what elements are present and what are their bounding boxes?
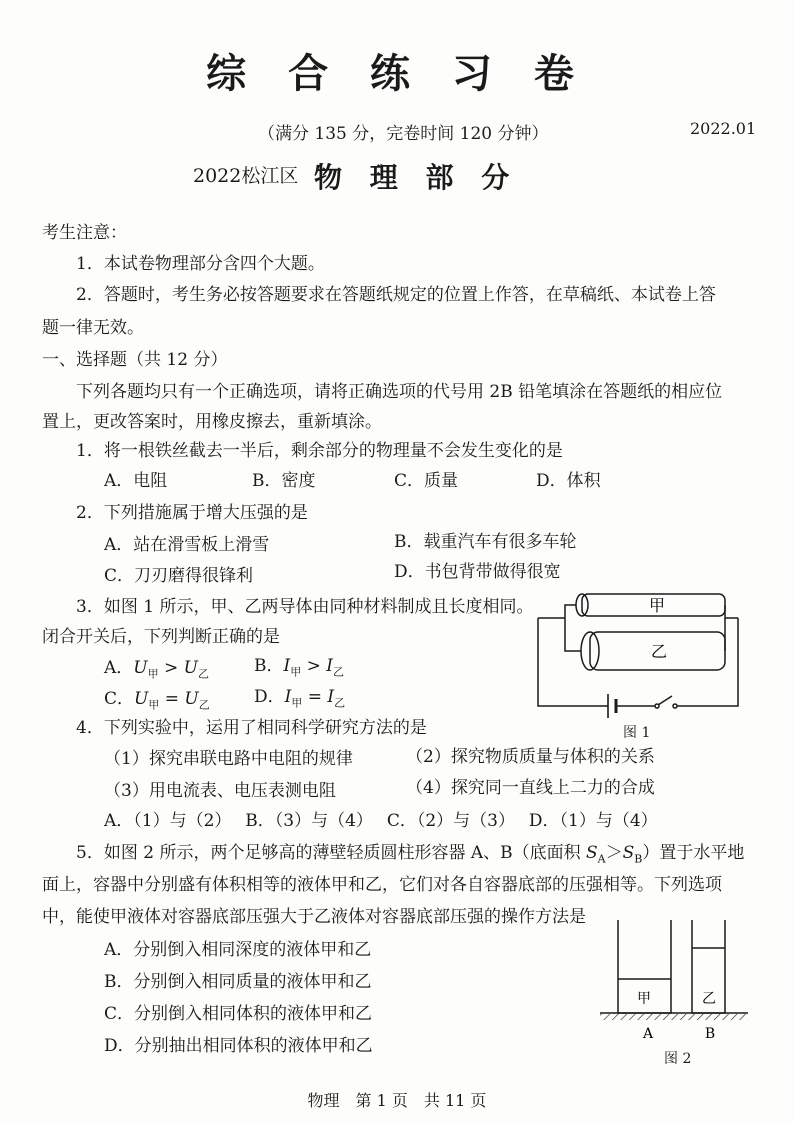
notice-item-2-line-2: 题一律无效。 <box>42 318 144 338</box>
q3-stem-line-1: 3．如图 1 所示，甲、乙两导体由同种材料制成且长度相同。 <box>76 597 534 617</box>
q2-option-a: A．站在滑雪板上滑雪 <box>104 535 270 555</box>
circuit-wire-top-branch <box>725 605 738 618</box>
q3-option-a-prefix: A． <box>104 658 134 678</box>
q1-option-c: C．质量 <box>394 471 459 491</box>
q3-option-b-relation: > <box>301 656 327 676</box>
figure-2-containers <box>598 915 758 1045</box>
q5-stem-line-1-end: ）置于水平地 <box>642 843 745 863</box>
switch-contact-right <box>673 704 677 708</box>
q5-stem-line-2: 面上，容器中分别盛有体积相等的液体甲和乙，它们对各自容器底部的压强相等。下列选项 <box>42 875 722 895</box>
ground-hatch <box>600 1014 748 1020</box>
section-1-intro-line-2: 置上，更改答案时，用橡皮擦去，重新填涂。 <box>42 412 382 432</box>
exam-title: 综 合 练 习 卷 <box>206 50 588 97</box>
notice-heading: 考生注意： <box>42 223 127 243</box>
section-1-intro-line-1: 下列各题均只有一个正确选项，请将正确选项的代号用 2B 铅笔填涂在答题纸的相应位 <box>76 382 723 402</box>
conductor-jia-lead <box>565 605 576 618</box>
q3-stem-line-2: 闭合开关后，下列判断正确的是 <box>42 627 280 647</box>
exam-subtitle: （满分 135 分，完卷时间 120 分钟） <box>258 124 549 144</box>
q5-area-subscript-b: B <box>634 852 643 866</box>
q3-option-d-subscript-2: 乙 <box>334 696 346 710</box>
container-b-label: B <box>704 1026 716 1042</box>
q4-statement-4: （4）探究同一直线上二力的合成 <box>406 778 655 798</box>
q3-option-d-symbol-2: I <box>327 687 335 707</box>
q1-option-b: B．密度 <box>252 471 316 491</box>
q2-option-b: B．载重汽车有很多车轮 <box>394 532 577 552</box>
q5-stem-line-1 <box>76 838 744 865</box>
q4-statement-1: （1）探究串联电路中电阻的规律 <box>104 749 353 769</box>
circuit-wire-right <box>677 618 738 706</box>
q3-option-a-symbol-2: U <box>183 658 198 678</box>
q3-option-c <box>104 684 210 712</box>
q2-stem: 2．下列措施属于增大压强的是 <box>76 503 308 523</box>
q3-option-b-symbol-2: I <box>326 656 333 676</box>
notice-item-2-line-1: 2．答题时，考生务必按答题要求在答题纸规定的位置上作答，在草稿纸、本试卷上答 <box>76 285 716 305</box>
q3-option-d-prefix: D． <box>254 687 285 707</box>
q3-option-c-symbol-2: U <box>184 689 199 709</box>
q2-option-c: C．刀刃磨得很锋利 <box>104 566 254 586</box>
q4-stem: 4．下列实验中，运用了相同科学研究方法的是 <box>76 718 427 738</box>
q3-option-a-subscript-1: 甲 <box>147 667 159 681</box>
switch-blade <box>658 696 672 705</box>
q5-area-symbol-a: S <box>586 843 598 863</box>
q4-statement-2: （2）探究物质质量与体积的关系 <box>406 747 655 767</box>
q3-option-b-prefix: B． <box>254 656 284 676</box>
district-label: 2022松江区 <box>193 165 299 187</box>
q1-option-a: A．电阻 <box>104 471 168 491</box>
q3-option-b-subscript-2: 乙 <box>333 665 344 679</box>
q5-area-symbol-b: S <box>622 843 635 863</box>
liquid-yi-label: 乙 <box>702 991 716 1007</box>
q3-option-a-symbol-1: U <box>133 658 148 678</box>
q3-option-c-relation: = <box>159 689 185 709</box>
part-title: 物 理 部 分 <box>314 161 519 194</box>
exam-date: 2022.01 <box>690 119 757 138</box>
q5-area-relation: ＞ <box>605 843 623 863</box>
q3-option-a <box>104 653 209 681</box>
q3-option-c-prefix: C． <box>104 689 135 709</box>
q3-option-d-subscript-1: 甲 <box>291 696 303 710</box>
notice-item-1: 1．本试卷物理部分含四个大题。 <box>76 254 325 274</box>
q5-option-d: D．分别抽出相同体积的液体甲和乙 <box>104 1036 373 1056</box>
q3-option-d-relation: = <box>302 687 328 707</box>
q5-option-c: C．分别倒入相同体积的液体甲和乙 <box>104 1004 373 1024</box>
conductor-yi-lead <box>565 618 581 651</box>
conductor-yi-label: 乙 <box>650 642 668 661</box>
q5-option-a: A．分别倒入相同深度的液体甲和乙 <box>104 940 372 960</box>
q3-option-c-symbol-1: U <box>134 689 149 709</box>
section-1-heading: 一、选择题（共 12 分） <box>42 350 228 370</box>
q2-option-d: D．书包背带做得很宽 <box>394 562 561 582</box>
figure-1-caption: 图 1 <box>623 725 651 741</box>
conductor-jia-label: 甲 <box>648 596 666 615</box>
q3-option-b-subscript-1: 甲 <box>290 665 302 679</box>
figure-1-circuit <box>520 580 770 740</box>
q5-area-subscript-a: A <box>597 852 606 866</box>
q4-options: A．（1）与（2） B．（3）与（4） C．（2）与（3） D．（1）与（4） <box>104 811 658 831</box>
page-footer: 物理 第 1 页 共 11 页 <box>307 1091 487 1110</box>
q3-option-b <box>254 651 344 679</box>
q1-stem: 1．将一根铁丝截去一半后，剩余部分的物理量不会发生变化的是 <box>76 441 563 461</box>
q5-option-b: B．分别倒入相同质量的液体甲和乙 <box>104 972 372 992</box>
liquid-jia-label: 甲 <box>637 991 651 1007</box>
q1-option-d: D．体积 <box>536 471 601 491</box>
q3-option-d <box>254 682 345 710</box>
q5-stem-line-3: 中，能使甲液体对容器底部压强大于乙液体对容器底部压强的操作方法是 <box>42 907 586 927</box>
q3-option-c-subscript-2: 乙 <box>198 698 210 712</box>
q5-stem-line-1-start: 5．如图 2 所示，两个足够高的薄壁轻质圆柱形容器 A、B（底面积 <box>76 843 587 863</box>
container-a-label: A <box>642 1026 654 1042</box>
q4-statement-3: （3）用电流表、电压表测电阻 <box>104 781 336 801</box>
q3-option-d-symbol-1: I <box>284 687 292 707</box>
figure-2-caption: 图 2 <box>664 1051 692 1067</box>
q3-option-a-subscript-2: 乙 <box>198 667 209 681</box>
q3-option-a-relation: > <box>158 658 184 678</box>
q3-option-b-symbol-1: I <box>283 656 291 676</box>
q3-option-c-subscript-1: 甲 <box>148 698 160 712</box>
